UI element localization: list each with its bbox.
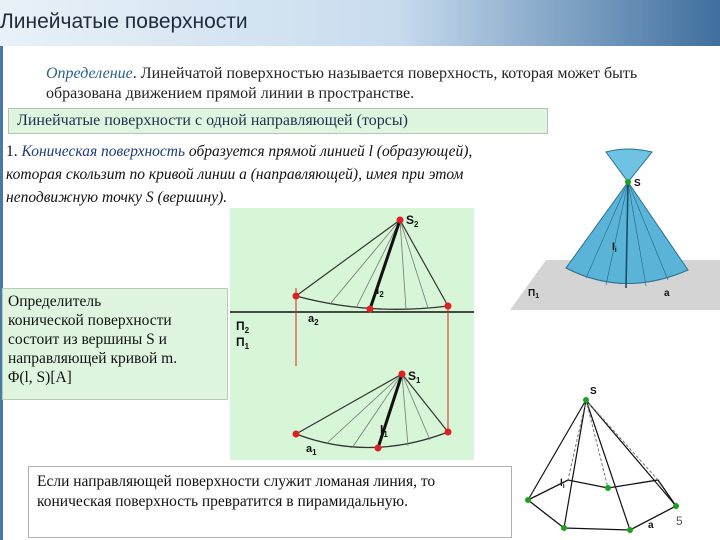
point	[445, 429, 452, 436]
label-a: a	[664, 288, 670, 299]
cone-paragraph-text: образуется прямой линией l (образующей), которая скользит по кривой линии a (направляющей), имея при этом неподвижную точку S (вершину).	[6, 143, 473, 206]
base-vertex	[627, 527, 633, 533]
torsy-heading: Линейчатые поверхности с одной направляющей (торсы)	[8, 108, 548, 134]
cone-projection-figure	[230, 208, 474, 460]
upper-projection	[293, 217, 452, 313]
generatrix	[400, 220, 448, 306]
cone-term: Коническая поверхность	[21, 143, 186, 160]
hidden-edge	[586, 400, 658, 480]
apex-point	[583, 397, 589, 403]
generatrix	[330, 220, 400, 304]
definition-term: Определение	[46, 65, 133, 82]
cone-paragraph-number: 1.	[6, 143, 18, 160]
pyramid-edge	[586, 400, 630, 530]
base-vertex	[561, 525, 567, 531]
point	[293, 431, 300, 438]
label-p2: $П_2$	[236, 319, 250, 335]
lower-projection	[293, 371, 452, 452]
directrix-a1	[296, 432, 448, 448]
label-s1: $S_1$	[408, 369, 421, 385]
definition-paragraph	[46, 64, 696, 104]
label-l1: $l_1$	[380, 423, 388, 439]
point-s2	[397, 217, 404, 224]
point	[445, 303, 452, 310]
page-number: 5	[676, 514, 683, 528]
label-a1: $a_1$	[306, 443, 317, 457]
generatrix	[352, 374, 402, 448]
generatrix	[402, 374, 408, 446]
pyramid-svg	[508, 378, 688, 538]
cone-projection-svg	[230, 208, 474, 460]
label-p1: $П_1$	[236, 335, 250, 351]
determinant-formula: Φ(l, S)[A]	[8, 369, 72, 386]
definition-text: . Линейчатой поверхностью называется поверхность, которая может быть образована движением прямой линии в пространстве.	[46, 65, 638, 102]
pyramid-note: Если направляющей поверхности служит ломаная линия, то коническая поверхность превратится в пирамидальную.	[28, 466, 512, 538]
determinant-line: направляющей кривой m.	[8, 350, 178, 367]
cone-3d-figure	[506, 140, 720, 312]
label-li: $l_i$	[560, 478, 565, 490]
label-s: S	[634, 178, 641, 189]
point	[375, 445, 382, 452]
label-a2: $a_2$	[308, 313, 319, 327]
cone-3d-svg	[506, 140, 720, 312]
label-a: a	[648, 520, 654, 531]
point	[293, 293, 300, 300]
determinant-line: Определитель	[8, 293, 102, 310]
pyramid-edge	[586, 400, 676, 506]
label-p1: $П_1$	[528, 288, 540, 300]
base-vertex	[605, 485, 611, 491]
label-s: S	[590, 386, 597, 397]
point-s1	[399, 371, 406, 378]
determinant-line: конической поверхности	[8, 312, 172, 329]
cone-paragraph	[6, 140, 494, 209]
generatrix	[296, 220, 400, 296]
slide-title: Линейчатые поверхности	[0, 10, 248, 33]
pyramid-figure	[508, 378, 688, 538]
base-vertex	[673, 503, 679, 509]
apex-point	[625, 179, 631, 185]
determinant-box	[2, 288, 228, 400]
label-l2: $l_2$	[376, 283, 384, 299]
generatrix	[400, 220, 428, 308]
point	[367, 306, 374, 313]
label-s2: $S_2$	[406, 213, 419, 229]
base-vertex	[525, 497, 531, 503]
label-li: $l_i$	[612, 242, 617, 254]
generatrix-l2	[370, 220, 400, 309]
pyramid-base	[528, 480, 676, 530]
generatrix	[400, 220, 406, 309]
hidden-edge	[568, 400, 586, 480]
determinant-line: состоит из вершины S и	[8, 331, 167, 348]
upper-nappe	[606, 149, 652, 182]
